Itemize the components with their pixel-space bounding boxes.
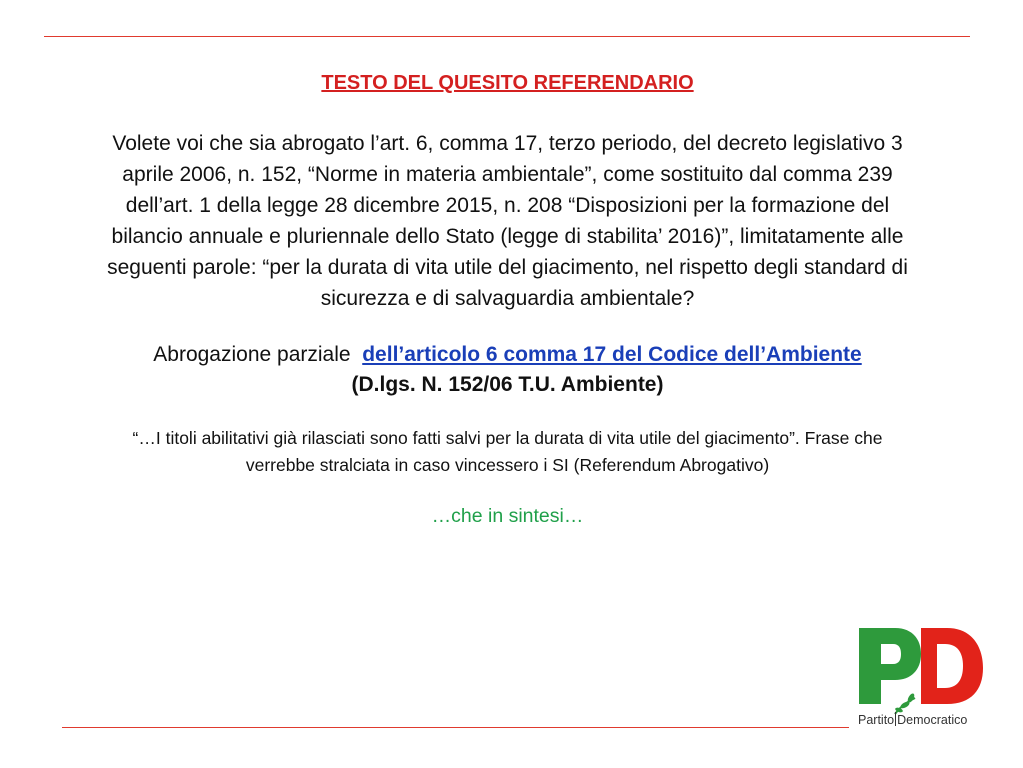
logo-p-shape — [859, 628, 921, 704]
abrogation-line — [100, 339, 915, 370]
abrogation-prefix: Abrogazione parziale — [153, 343, 351, 366]
referendum-question: Volete voi che sia abrogato l’art. 6, comma 17, terzo periodo, del decreto legislativo 3 aprile 2006, n. 152, “Norme in materia ambientale”, come sostituito dal comma 239 dell’art. 1 della legge 28 dicembre 2015, n. 208 “Disposizioni per la formazione del bilancio annuale e pluriennale dello Stato (legge di stabilita’ 2016)”, limitatamente alle seguenti parole: “per la durata di vita utile del giacimento, nel rispetto degli standard di sicurezza e di salvaguardia ambientale? — [107, 132, 908, 310]
summary-text: …che in sintesi… — [431, 505, 584, 527]
codice-ambiente-link[interactable]: dell’articolo 6 comma 17 del Codice dell’Ambiente — [362, 343, 862, 366]
logo-name-right: Democratico — [897, 713, 968, 727]
quoted-phrase: “…I titoli abilitativi già rilasciati sono fatti salvi per la durata di vita utile del giacimento”. Frase che verrebbe stralciata in caso vincessero i SI (Referendum Abrogativo) — [132, 428, 883, 475]
slide-title: TESTO DEL QUESITO REFERENDARIO — [321, 72, 694, 94]
logo-wordmark — [858, 712, 967, 727]
logo-d-shape — [919, 628, 983, 704]
abrogation-reference: (D.lgs. N. 152/06 T.U. Ambiente) — [351, 373, 664, 396]
top-divider — [44, 36, 970, 37]
bottom-divider — [62, 727, 849, 728]
logo-name-left: Partito — [858, 713, 895, 727]
slide-content — [100, 68, 915, 531]
